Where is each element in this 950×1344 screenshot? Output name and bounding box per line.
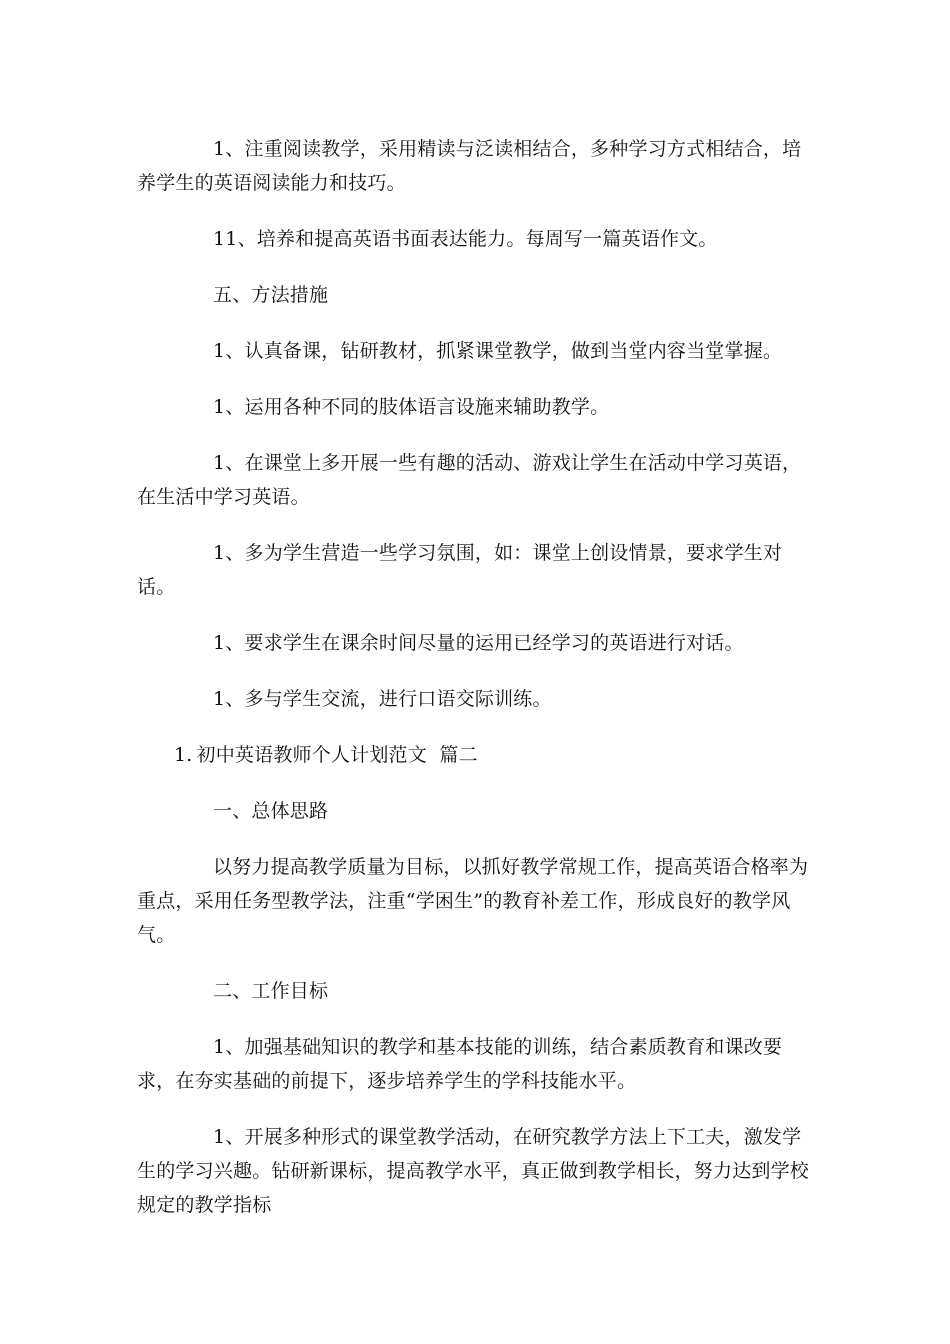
section-heading-number: 1. (174, 744, 193, 766)
paragraph-after-class-dialogue: 1、要求学生在课余时间尽量的运用已经学习的英语进行对话。 (213, 632, 744, 654)
section-heading-title: 初中英语教师个人计划范文 篇二 (196, 744, 478, 766)
paragraph-overall-approach: 以努力提高教学质量为目标，以抓好教学常规工作，提高英语合格率为重点，采用任务型教学法，注重“学困生”的教育补差工作，形成良好的教学风气。 (137, 856, 809, 946)
heading-methods: 五、方法措施 (213, 284, 329, 306)
section-heading (137, 738, 813, 772)
paragraph-lesson-prep: 1、认真备课，钻研教材，抓紧课堂教学，做到当堂内容当堂掌握。 (213, 340, 783, 362)
paragraph-reading-teaching: 1、注重阅读教学，采用精读与泛读相结合，多种学习方式相结合，培养学生的英语阅读能力和技巧。 (137, 138, 802, 194)
paragraph-learning-atmosphere: 1、多为学生营造一些学习氛围，如：课堂上创设情景，要求学生对话。 (137, 542, 783, 598)
paragraph-body-language: 1、运用各种不同的肢体语言设施来辅助教学。 (213, 396, 610, 418)
paragraph-teaching-activities: 1、开展多种形式的课堂教学活动，在研究教学方法上下工夫，激发学生的学习兴趣。钻研新课标，提高教学水平，真正做到教学相长，努力达到学校规定的教学指标 (137, 1126, 810, 1216)
document-body (137, 132, 813, 1244)
heading-work-goals: 二、工作目标 (213, 980, 329, 1002)
paragraph-classroom-activities: 1、在课堂上多开展一些有趣的活动、游戏让学生在活动中学习英语，在生活中学习英语。 (137, 452, 802, 508)
paragraph-oral-communication: 1、多与学生交流，进行口语交际训练。 (213, 688, 552, 710)
paragraph-writing-ability: 11、培养和提高英语书面表达能力。每周写一篇英语作文。 (213, 228, 718, 250)
paragraph-basic-knowledge: 1、加强基础知识的教学和基本技能的训练，结合素质教育和课改要求，在夯实基础的前提下，逐步培养学生的学科技能水平。 (137, 1036, 783, 1092)
heading-overall-approach: 一、总体思路 (213, 800, 329, 822)
